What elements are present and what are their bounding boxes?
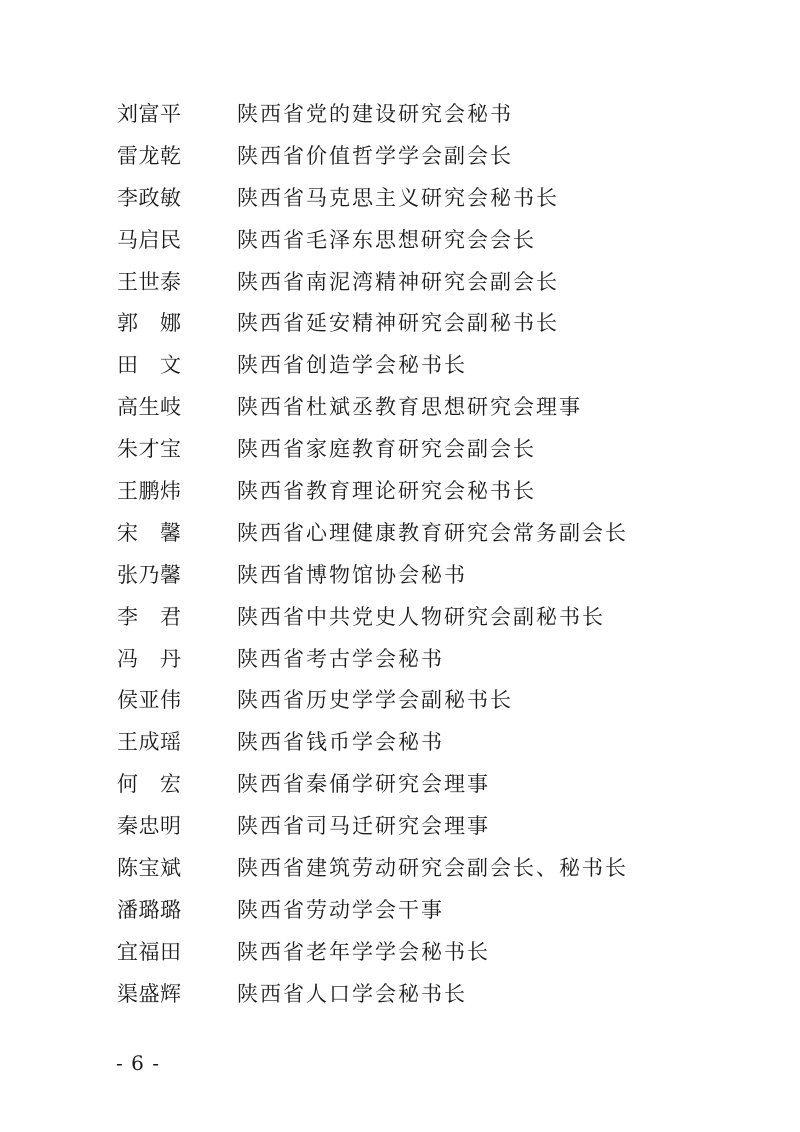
member-title: 陕西省杜斌丞教育思想研究会理事	[237, 395, 582, 420]
list-item	[0, 94, 800, 136]
member-name: 冯 丹	[117, 646, 181, 671]
member-title: 陕西省延安精神研究会副秘书长	[237, 311, 559, 336]
member-title: 陕西省家庭教育研究会副会长	[237, 437, 536, 462]
member-name: 李政敏	[117, 185, 181, 210]
list-item	[0, 974, 800, 1016]
member-name: 宋 馨	[117, 520, 181, 545]
member-name: 渠盛辉	[117, 981, 181, 1006]
list-item	[0, 680, 800, 722]
member-title: 陕西省钱币学会秘书	[237, 730, 444, 755]
member-name: 王鹏炜	[117, 479, 181, 504]
page-number: - 6 -	[116, 1051, 160, 1075]
member-title: 陕西省建筑劳动研究会副会长、秘书长	[237, 856, 628, 881]
member-title: 陕西省南泥湾精神研究会副会长	[237, 269, 559, 294]
member-title: 陕西省马克思主义研究会秘书长	[237, 185, 559, 210]
member-title: 陕西省心理健康教育研究会常务副会长	[237, 520, 628, 545]
member-title: 陕西省创造学会秘书长	[237, 353, 467, 378]
member-name: 李 君	[117, 604, 181, 629]
list-item	[0, 639, 800, 681]
member-name: 宜福田	[117, 939, 181, 964]
member-title: 陕西省价值哲学学会副会长	[237, 143, 513, 168]
member-title: 陕西省博物馆协会秘书	[237, 562, 467, 587]
member-title: 陕西省劳动学会干事	[237, 897, 444, 922]
list-item	[0, 764, 800, 806]
list-item	[0, 932, 800, 974]
list-item	[0, 178, 800, 220]
member-name: 刘富平	[117, 102, 181, 126]
member-title: 陕西省秦俑学研究会理事	[237, 772, 490, 797]
member-name: 何 宏	[117, 772, 181, 797]
member-name: 马启民	[117, 227, 181, 252]
list-item	[0, 262, 800, 304]
member-name: 雷龙乾	[117, 143, 181, 168]
member-title: 陕西省中共党史人物研究会副秘书长	[237, 604, 605, 629]
member-name: 潘璐璐	[117, 897, 181, 922]
member-name: 侯亚伟	[117, 688, 181, 713]
member-name: 朱才宝	[117, 437, 181, 462]
member-name: 田 文	[117, 353, 181, 378]
list-item	[0, 890, 800, 932]
member-name: 张乃馨	[117, 562, 181, 587]
list-item	[0, 387, 800, 429]
member-title: 陕西省毛泽东思想研究会会长	[237, 227, 536, 252]
list-item	[0, 555, 800, 597]
list-item	[0, 303, 800, 345]
list-item	[0, 806, 800, 848]
list-item	[0, 429, 800, 471]
member-name: 郭 娜	[117, 311, 181, 336]
member-title: 陕西省考古学会秘书	[237, 646, 444, 671]
member-name: 王成瑶	[117, 730, 181, 755]
list-item	[0, 136, 800, 178]
member-title: 陕西省教育理论研究会秘书长	[237, 479, 536, 504]
member-title: 陕西省历史学学会副秘书长	[237, 688, 513, 713]
member-title: 陕西省党的建设研究会秘书	[237, 102, 513, 126]
member-name: 高生岐	[117, 395, 181, 420]
list-item	[0, 220, 800, 262]
member-list	[0, 94, 800, 1016]
member-name: 王世泰	[117, 269, 181, 294]
list-item	[0, 848, 800, 890]
member-name: 秦忠明	[117, 814, 181, 839]
member-title: 陕西省司马迁研究会理事	[237, 814, 490, 839]
list-item	[0, 597, 800, 639]
member-title: 陕西省人口学会秘书长	[237, 981, 467, 1006]
list-item	[0, 722, 800, 764]
list-item	[0, 471, 800, 513]
member-title: 陕西省老年学学会秘书长	[237, 939, 490, 964]
member-name: 陈宝斌	[117, 856, 181, 881]
list-item	[0, 513, 800, 555]
list-item	[0, 345, 800, 387]
